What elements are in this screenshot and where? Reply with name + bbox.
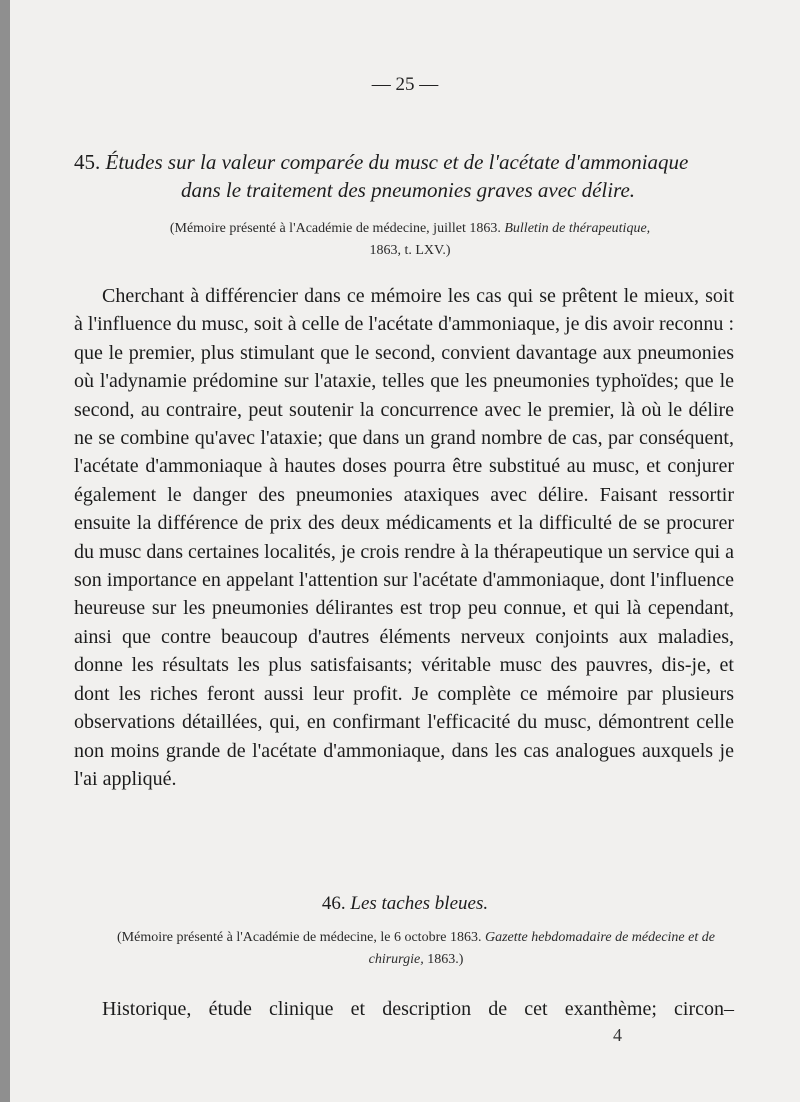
section-46-note-text: (Mémoire présenté à l'Académie de médecine, le 6 octobre 1863. [117, 930, 482, 945]
section-45-note-end: 1863, t. LXV.) [369, 243, 451, 258]
section-46-note-end: 1863.) [427, 952, 464, 967]
section-46-title: Les taches bleues. [350, 893, 489, 914]
page [10, 0, 800, 1102]
section-46-note [96, 927, 736, 971]
section-46-body: Historique, étude clinique et description de cet exanthème; circon– [102, 998, 734, 1020]
section-45-note-text: (Mémoire présenté à l'Académie de médecine, juillet 1863. [169, 221, 501, 236]
section-46-heading [10, 893, 800, 915]
section-46-number: 46. [321, 893, 346, 914]
section-45-note-journal: Bulletin de thérapeutique, [504, 221, 651, 236]
section-46-note-journal: Gazette hebdomadaire de médecine et de chirurgie, [368, 930, 715, 967]
page-number: — 25 — [371, 74, 439, 95]
section-45-body: Cherchant à différencier dans ce mémoire les cas qui se prêtent le mieux, soit à l'influence du musc, soit à celle de l'acétate d'ammoniaque, je dis avoir reconnu : que le premier, plus stimulant que le second, convient davantage aux pneumonies où l'adynamie prédomine sur l'ataxie, telles que les pneumonies typhoïdes; que le second, au contraire, peut soutenir la concurrence avec le premier, là où le délire ne se combine qu'avec l'ataxie; que dans un grand nombre de cas, par conséquent, l'acétate d'ammoniaque à hautes doses pourra être substitué au musc, et conjurer également le danger des pneumonies ataxiques avec délire. Faisant ressortir ensuite la différence de prix des deux médicaments et la difficulté de se procurer du musc dans certaines localités, je crois rendre à la thérapeutique un service qui a son importance en appelant l'attention sur l'acétate d'ammoniaque, dont l'influence heureuse sur les pneumonies délirantes est trop peu connue, et qui là cependant, ainsi que contre beaucoup d'autres éléments nerveux conjoints aux maladies, donne les résultats les plus satisfaisants; véritable musc des pauvres, dis-je, et dont les riches feront aussi leur profit. Je complète ce mémoire par plusieurs observations détaillées, qui, en confirmant l'efficacité du musc, démontrent celle non moins grande de l'acétate d'ammoniaque, dans les cas analogues auxquels je l'ai appliqué. [74, 285, 734, 790]
section-45-number: 45. [74, 150, 101, 174]
section-45-title-line1: Études sur la valeur comparée du musc et de l'acétate d'ammoniaque [105, 150, 689, 174]
section-45-heading [74, 148, 734, 204]
signature-mark: 4 [613, 1025, 622, 1045]
section-45-note [100, 218, 720, 262]
section-45-title-line2: dans le traitement des pneumonies graves avec délire. [180, 178, 636, 202]
